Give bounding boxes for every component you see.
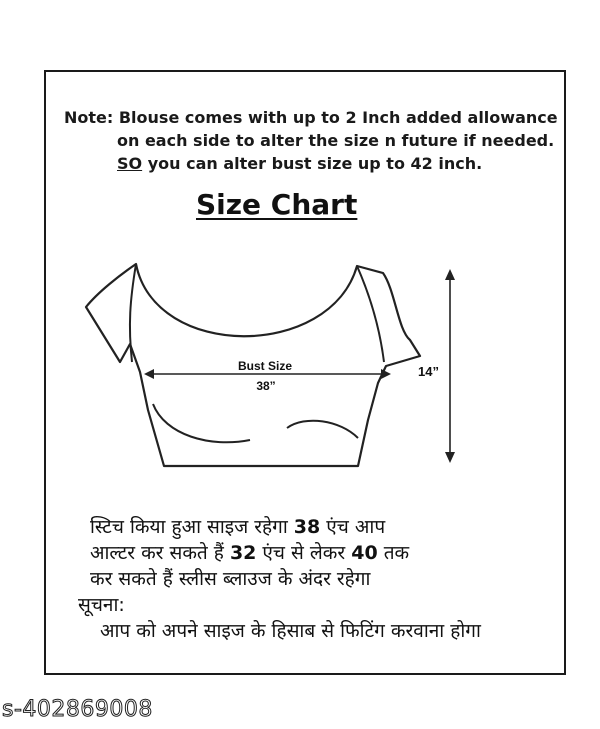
page-title: Size Chart <box>196 188 358 221</box>
length-arrow-bottom-head <box>445 452 455 463</box>
left-armhole <box>130 264 136 362</box>
product-id-watermark: s-402869008 <box>2 697 153 722</box>
notice-text: आप को अपने साइज के हिसाब से फिटिंग करवाना होगा <box>100 620 481 642</box>
hindi-text: एंच से लेकर <box>256 542 352 564</box>
left-cup <box>153 404 250 442</box>
bust-size-label: Bust Size <box>237 359 293 373</box>
length-value: 14” <box>418 364 439 379</box>
note-so: SO <box>117 154 143 173</box>
max-size: 40 <box>351 542 378 564</box>
right-cup <box>287 421 358 438</box>
length-arrow-top-head <box>445 269 455 280</box>
note-line-2: on each side to alter the size n future if needed. <box>117 131 555 150</box>
hindi-text: स्टिच किया हुआ साइज रहेगा <box>90 516 294 538</box>
bust-arrow-right-head <box>381 369 391 379</box>
stitched-size: 38 <box>293 516 321 538</box>
hindi-line-3: कर सकते हैं स्लीस ब्लाउज के अंदर रहेगा <box>90 568 371 590</box>
bust-arrow-left-head <box>144 369 154 379</box>
note-line-3-rest: you can alter bust size up to 42 inch. <box>142 154 483 173</box>
hindi-text: तक <box>377 542 410 564</box>
note-line-1: Note: Blouse comes with up to 2 Inch added allowance <box>64 108 558 127</box>
notice-label: सूचना: <box>78 594 125 616</box>
right-armhole <box>357 266 384 362</box>
bust-size-value: 38” <box>256 379 276 393</box>
hindi-text: एंच आप <box>320 516 386 538</box>
min-size: 32 <box>229 542 257 564</box>
hindi-text: आल्टर कर सकते हैं <box>90 542 230 564</box>
